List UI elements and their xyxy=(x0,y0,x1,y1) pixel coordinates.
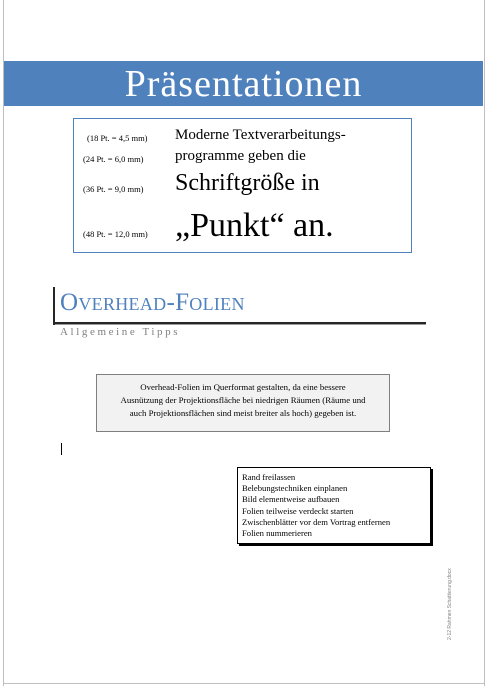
list-item: Folien nummerieren xyxy=(242,528,312,539)
list-item: Belebungstechniken einplanen xyxy=(242,483,348,494)
title-banner xyxy=(4,61,483,106)
section-underline-shadow xyxy=(55,324,426,325)
font-size-sample-36pt: Schriftgröße in xyxy=(175,170,320,196)
list-item: Zwischenblätter vor dem Vortrag entfernen xyxy=(242,516,391,527)
tip-text-line: Overhead-Folien im Querformat gestalten, da eine bessere xyxy=(140,382,346,392)
page-edge xyxy=(484,0,485,686)
point-size-label: (36 Pt. = 9,0 mm) xyxy=(83,184,144,194)
font-size-sample-24pt: programme geben die xyxy=(175,148,306,164)
tip-text-line: auch Projektionsflächen sind meist breiter als hoch) gegeben ist. xyxy=(129,408,357,418)
point-size-label: (18 Pt. = 4,5 mm) xyxy=(87,133,148,143)
text-cursor[interactable] xyxy=(61,443,62,455)
section-heading: Overhead-Folien xyxy=(60,289,245,316)
section-subtitle: Allgemeine Tipps xyxy=(60,326,181,338)
footer-filename: 2-12 Rahmen Schattierung.docx xyxy=(447,568,453,640)
font-size-sample-48pt: „Punkt“ an. xyxy=(175,207,334,244)
page-edge xyxy=(3,683,485,684)
section-left-border xyxy=(53,287,55,325)
point-size-label: (48 Pt. = 12,0 mm) xyxy=(83,229,148,239)
font-size-example-box xyxy=(73,118,412,253)
tip-text-line: Ausnützung der Projektionsfläche bei niedrigen Räumen (Räume und xyxy=(120,395,366,405)
shaded-tip-box xyxy=(96,374,390,432)
font-size-sample-18pt: Moderne Textverarbeitungs- xyxy=(175,127,346,143)
tips-list-box xyxy=(237,467,431,544)
point-size-label: (24 Pt. = 6,0 mm) xyxy=(83,154,144,164)
list-item: Rand freilassen xyxy=(242,472,296,482)
page-title: Präsentationen xyxy=(124,63,363,105)
list-item: Folien teilweise verdeckt starten xyxy=(242,505,354,516)
list-item: Bild elementweise aufbauen xyxy=(242,494,340,505)
